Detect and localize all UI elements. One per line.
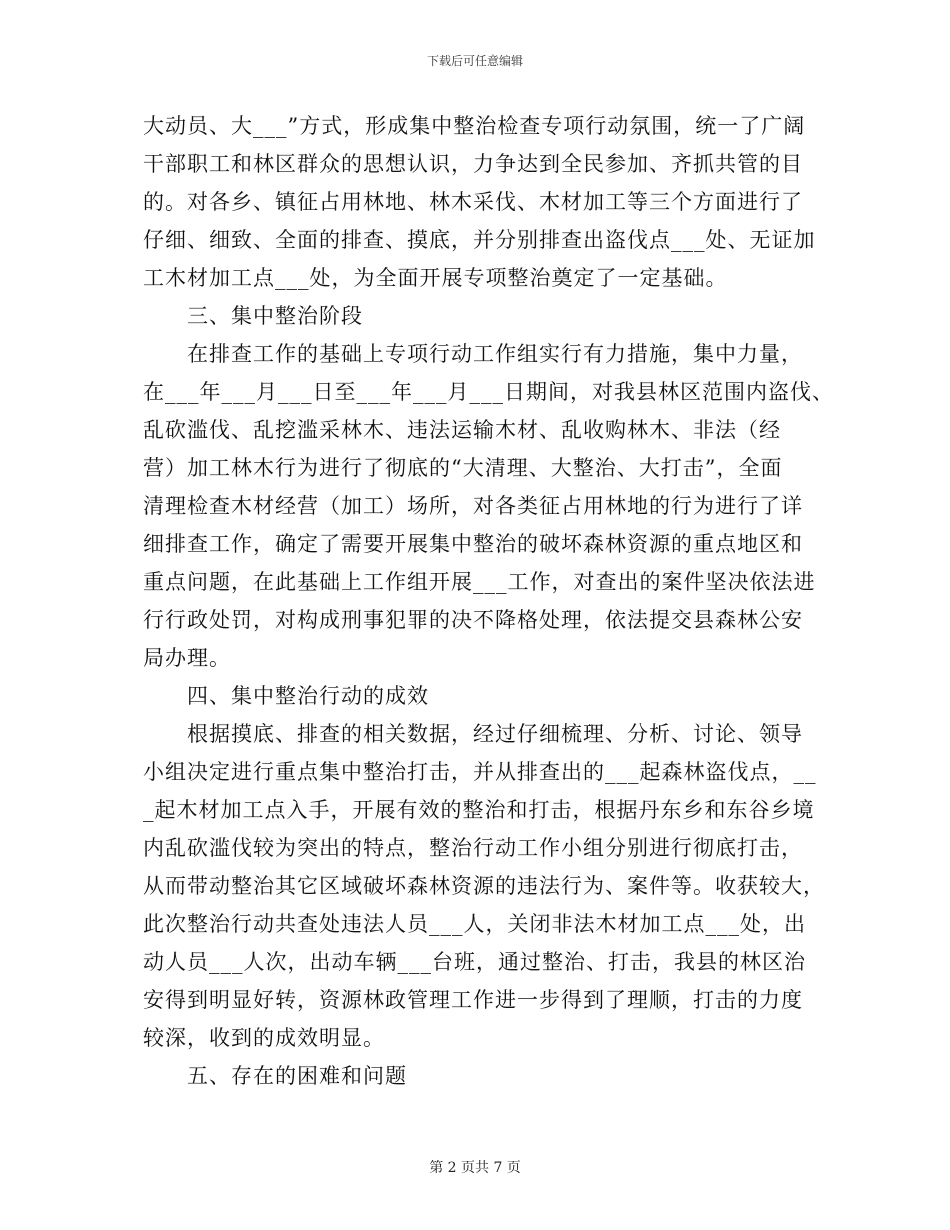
body-line: _起木材加工点入手，开展有效的整治和打击，根据丹东乡和东谷乡境 [143, 798, 815, 822]
body-line: 安得到明显好转，资源林政管理工作进一步得到了理顺，打击的力度 [143, 988, 803, 1012]
section-heading-4: 四、集中整治行动的成效 [187, 684, 429, 708]
body-line: 此次整治行动共查处违法人员___人，关闭非法木材加工点___处，出 [143, 912, 806, 936]
body-line: 的。对各乡、镇征占用林地、林木采伐、木材加工等三个方面进行了 [143, 190, 803, 214]
page-footer: 第 2 页共 7 页 [429, 1160, 521, 1176]
body-line: 仔细、细致、全面的排查、摸底，并分别排查出盗伐点___处、无证加 [143, 228, 816, 252]
body-line: 较深，收到的成效明显。 [143, 1026, 385, 1050]
body-line: 动人员___人次，出动车辆___台班，通过整治、打击，我县的林区治 [143, 950, 806, 974]
page-header: 下载后可任意编辑 [426, 54, 523, 68]
body-line: 重点问题，在此基础上工作组开展___工作，对查出的案件坚决依法进 [143, 570, 816, 594]
body-line: 内乱砍滥伐较为突出的特点，整治行动工作小组分别进行彻底打击， [143, 836, 803, 860]
body-line: 大动员、大___”方式，形成集中整治检查专项行动氛围，统一了广阔 [143, 114, 806, 138]
section-heading-3: 三、集中整治阶段 [187, 304, 363, 328]
body-line: 营）加工林木行为进行了彻底的“大清理、大整治、大打击”，全面 [143, 456, 783, 480]
body-line: 从而带动整治其它区域破坏森林资源的违法行为、案件等。收获较大， [143, 874, 825, 898]
paragraph-start: 根据摸底、排查的相关数据，经过仔细梳理、分析、讨论、领导 [187, 722, 803, 746]
body-line: 小组决定进行重点集中整治打击，并从排查出的___起森林盗伐点，__ [143, 760, 817, 784]
body-line: 在___年___月___日至___年___月___日期间，对我县林区范围内盗伐、 [143, 380, 834, 404]
section-heading-5: 五、存在的困难和问题 [187, 1064, 407, 1088]
body-line: 工木材加工点___处，为全面开展专项整治奠定了一定基础。 [143, 266, 728, 290]
paragraph-start: 在排查工作的基础上专项行动工作组实行有力措施，集中力量， [187, 342, 803, 366]
document-body [143, 107, 834, 1095]
body-line: 乱砍滥伐、乱挖滥采林木、违法运输木材、乱收购林木、非法（经 [143, 418, 781, 442]
body-line: 局办理。 [143, 646, 231, 670]
body-line: 干部职工和林区群众的思想认识，力争达到全民参加、齐抓共管的目 [143, 152, 803, 176]
body-line: 清理检查木材经营（加工）场所，对各类征占用林地的行为进行了详 [143, 494, 803, 518]
body-line: 细排查工作，确定了需要开展集中整治的破坏森林资源的重点地区和 [143, 532, 803, 556]
body-line: 行行政处罚，对构成刑事犯罪的决不降格处理，依法提交县森林公安 [143, 608, 803, 632]
